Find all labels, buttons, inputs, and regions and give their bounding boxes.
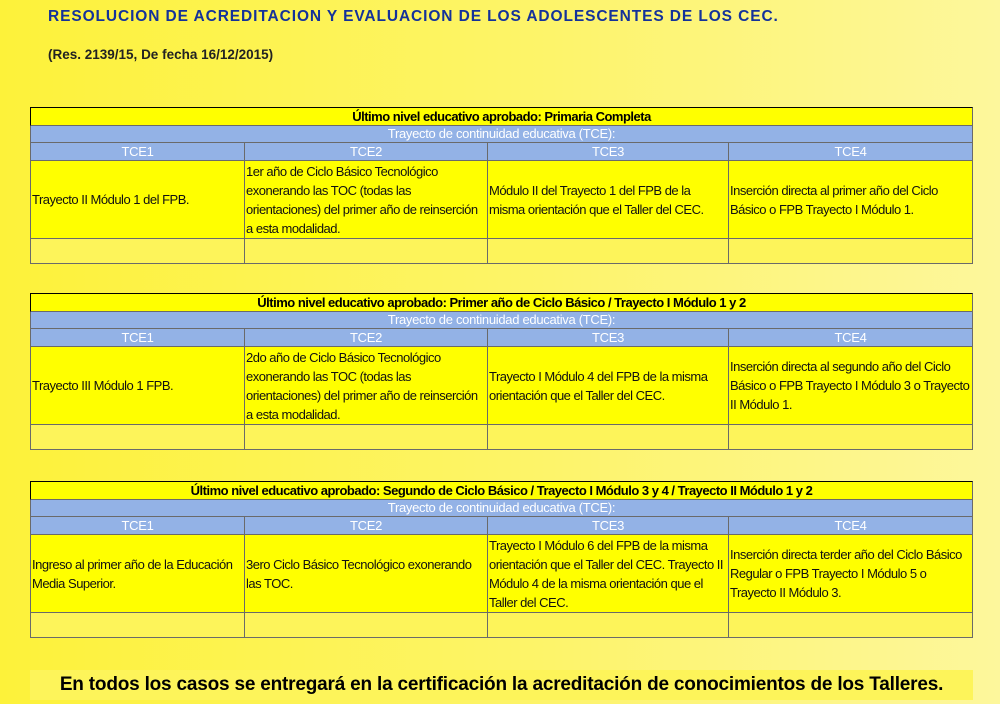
column-header-tce4: TCE4 bbox=[729, 329, 973, 347]
cell-tce1 bbox=[30, 535, 245, 613]
cell-tce3 bbox=[488, 535, 729, 613]
education-level-header: Último nivel educativo aprobado: Segundo de Ciclo Básico / Trayecto I Módulo 3 y 4 / Trayecto II Módulo 1 y 2 bbox=[30, 481, 973, 500]
cell-text: Módulo II del Trayecto 1 del FPB de la misma orientación que el Taller del CEC. bbox=[489, 182, 704, 217]
cell-tce4 bbox=[729, 161, 973, 239]
column-header-tce2: TCE2 bbox=[245, 329, 488, 347]
column-header-tce3: TCE3 bbox=[488, 329, 729, 347]
cell-text: Trayecto I Módulo 6 del FPB de la misma orientación que el Taller del CEC. Trayecto II Módulo 4 de la misma orientación que el Taller del CEC. bbox=[489, 537, 724, 610]
cell-tce2 bbox=[245, 535, 488, 613]
spacer-cell bbox=[245, 425, 488, 450]
column-header-tce1: TCE1 bbox=[30, 517, 245, 535]
tce-label: Trayecto de continuidad educativa (TCE): bbox=[30, 126, 973, 143]
cell-tce2 bbox=[245, 347, 488, 425]
cell-text: Inserción directa al segundo año del Ciclo Básico o FPB Trayecto I Módulo 3 o Trayecto II Módulo 1. bbox=[730, 359, 970, 412]
cell-tce4 bbox=[729, 347, 973, 425]
spacer-cell bbox=[729, 613, 973, 638]
education-level-header: Último nivel educativo aprobado: Primaria Completa bbox=[30, 107, 973, 126]
cell-text: Trayecto II Módulo 1 del FPB. bbox=[32, 192, 189, 207]
cell-text: Trayecto III Módulo 1 FPB. bbox=[32, 378, 174, 393]
cell-tce3 bbox=[488, 161, 729, 239]
spacer-cell bbox=[488, 239, 729, 264]
column-header-tce4: TCE4 bbox=[729, 143, 973, 161]
cell-tce1 bbox=[30, 161, 245, 239]
spacer-cell bbox=[245, 239, 488, 264]
tce-label: Trayecto de continuidad educativa (TCE): bbox=[30, 312, 973, 329]
education-level-header: Último nivel educativo aprobado: Primer año de Ciclo Básico / Trayecto I Módulo 1 y 2 bbox=[30, 293, 973, 312]
cell-tce4 bbox=[729, 535, 973, 613]
column-header-tce4: TCE4 bbox=[729, 517, 973, 535]
section-primer-ano bbox=[30, 293, 973, 450]
spacer-cell bbox=[30, 425, 245, 450]
spacer-cell bbox=[729, 239, 973, 264]
column-header-tce2: TCE2 bbox=[245, 517, 488, 535]
column-header-tce1: TCE1 bbox=[30, 329, 245, 347]
spacer-cell bbox=[30, 613, 245, 638]
column-header-tce3: TCE3 bbox=[488, 143, 729, 161]
cell-tce3 bbox=[488, 347, 729, 425]
cell-text: 1er año de Ciclo Básico Tecnológico exonerando las TOC (todas las orientaciones) del primer año de reinserción a esta modalidad. bbox=[246, 163, 478, 236]
cell-tce1 bbox=[30, 347, 245, 425]
section-primaria-completa bbox=[30, 107, 973, 264]
column-header-tce2: TCE2 bbox=[245, 143, 488, 161]
footer-note: En todos los casos se entregará en la certificación la acreditación de conocimientos de los Talleres. bbox=[30, 670, 973, 700]
cell-text: Inserción directa al primer año del Ciclo Básico o FPB Trayecto I Módulo 1. bbox=[730, 182, 938, 217]
column-header-tce1: TCE1 bbox=[30, 143, 245, 161]
spacer-cell bbox=[729, 425, 973, 450]
spacer-cell bbox=[488, 425, 729, 450]
resolution-reference: (Res. 2139/15, De fecha 16/12/2015) bbox=[48, 47, 274, 62]
section-segundo-ano bbox=[30, 481, 973, 638]
spacer-cell bbox=[488, 613, 729, 638]
cell-text: Inserción directa terder año del Ciclo Básico Regular o FPB Trayecto I Módulo 5 o Trayecto II Módulo 3. bbox=[730, 547, 962, 600]
tce-label: Trayecto de continuidad educativa (TCE): bbox=[30, 500, 973, 517]
cell-text: 3ero Ciclo Básico Tecnológico exonerando las TOC. bbox=[246, 556, 472, 591]
spacer-cell bbox=[245, 613, 488, 638]
cell-text: Ingreso al primer año de la Educación Media Superior. bbox=[32, 556, 233, 591]
document-title: RESOLUCION DE ACREDITACION Y EVALUACION DE LOS ADOLESCENTES DE LOS CEC. bbox=[48, 8, 779, 25]
cell-text: Trayecto I Módulo 4 del FPB de la misma orientación que el Taller del CEC. bbox=[489, 368, 708, 403]
column-header-tce3: TCE3 bbox=[488, 517, 729, 535]
cell-tce2 bbox=[245, 161, 488, 239]
cell-text: 2do año de Ciclo Básico Tecnológico exonerando las TOC (todas las orientaciones) del primer año de reinserción a esta modalidad. bbox=[246, 349, 478, 422]
spacer-cell bbox=[30, 239, 245, 264]
